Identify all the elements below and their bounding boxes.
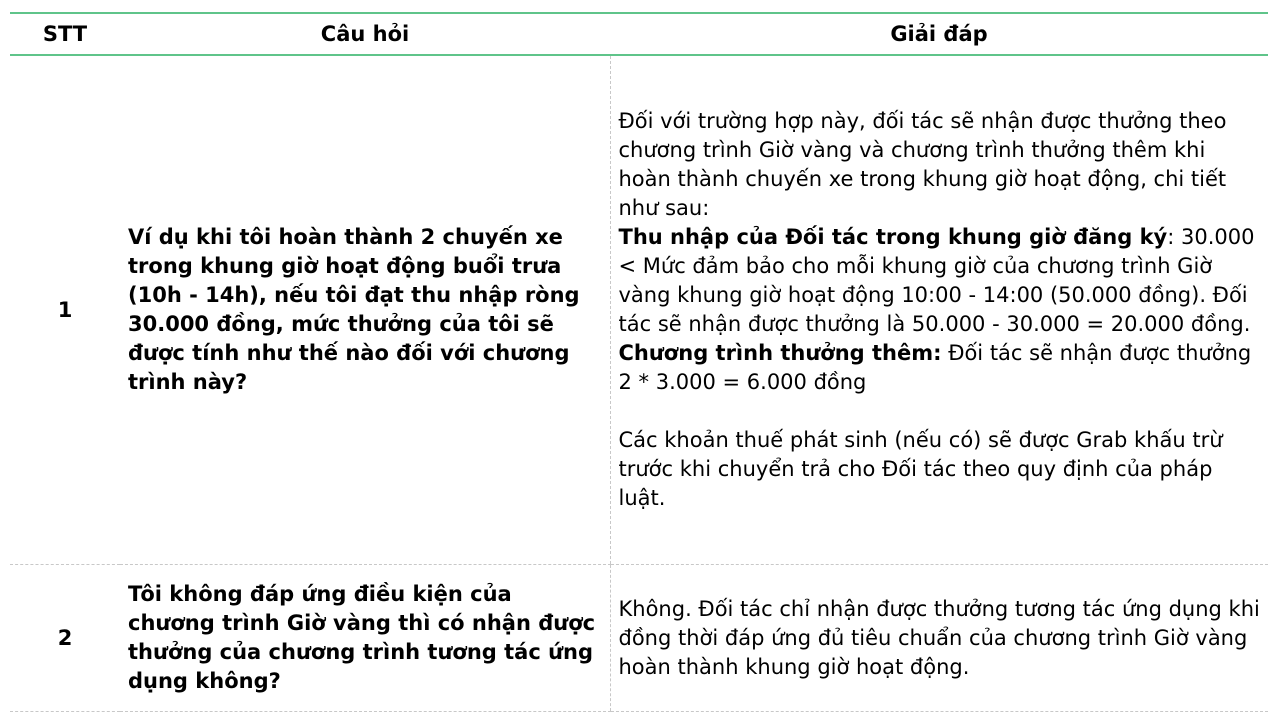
answer-bonus bbox=[619, 339, 1261, 397]
faq-table bbox=[10, 12, 1268, 712]
row-stt: 2 bbox=[10, 565, 120, 712]
faq-table-container bbox=[10, 12, 1268, 712]
table-row bbox=[10, 55, 1268, 565]
answer-spacer bbox=[619, 397, 1261, 426]
answer-intro: Đối với trường hợp này, đối tác sẽ nhận được thưởng theo chương trình Giờ vàng và chương trình thưởng thêm khi hoàn thành chuyến xe trong khung giờ hoạt động, chi tiết như sau: bbox=[618, 109, 1227, 220]
answer-income bbox=[619, 223, 1261, 339]
table-row bbox=[10, 565, 1268, 712]
answer-income-label: Thu nhập của Đối tác trong khung giờ đăng ký bbox=[618, 225, 1168, 249]
answer-bonus-text: Đối tác sẽ nhận được thưởng 2 * 3.000 = 6.000 đồng bbox=[618, 341, 1252, 394]
header-row bbox=[10, 13, 1268, 55]
row-question: Ví dụ khi tôi hoàn thành 2 chuyến xe trong khung giờ hoạt động buổi trưa (10h - 14h), nếu tôi đạt thu nhập ròng 30.000 đồng, mức thưởng của tôi sẽ được tính như thế nào đối với chương trình này? bbox=[120, 55, 610, 565]
table-body bbox=[10, 55, 1268, 712]
answer-income-text: : 30.000 < Mức đảm bảo cho mỗi khung giờ của chương trình Giờ vàng khung giờ hoạt động 10:00 - 14:00 (50.000 đồng). Đối tác sẽ nhận được thưởng là 50.000 - 30.000 = 20.000 đồng. bbox=[618, 225, 1255, 336]
answer-text: Không. Đối tác chỉ nhận được thưởng tương tác ứng dụng khi đồng thời đáp ứng đủ tiêu chuẩn của chương trình Giờ vàng hoàn thành khung giờ hoạt động. bbox=[618, 596, 1260, 679]
header-question: Câu hỏi bbox=[120, 13, 610, 55]
answer-bonus-label: Chương trình thưởng thêm: bbox=[618, 341, 942, 365]
row-answer bbox=[610, 565, 1268, 712]
row-question: Tôi không đáp ứng điều kiện của chương trình Giờ vàng thì có nhận được thưởng của chương trình tương tác ứng dụng không? bbox=[120, 565, 610, 712]
row-stt: 1 bbox=[10, 55, 120, 565]
header-answer: Giải đáp bbox=[610, 13, 1268, 55]
table-header bbox=[10, 13, 1268, 55]
answer-tax-note: Các khoản thuế phát sinh (nếu có) sẽ được Grab khấu trừ trước khi chuyển trả cho Đối tác theo quy định của pháp luật. bbox=[618, 428, 1223, 510]
row-answer bbox=[610, 55, 1268, 565]
header-stt: STT bbox=[10, 13, 120, 55]
